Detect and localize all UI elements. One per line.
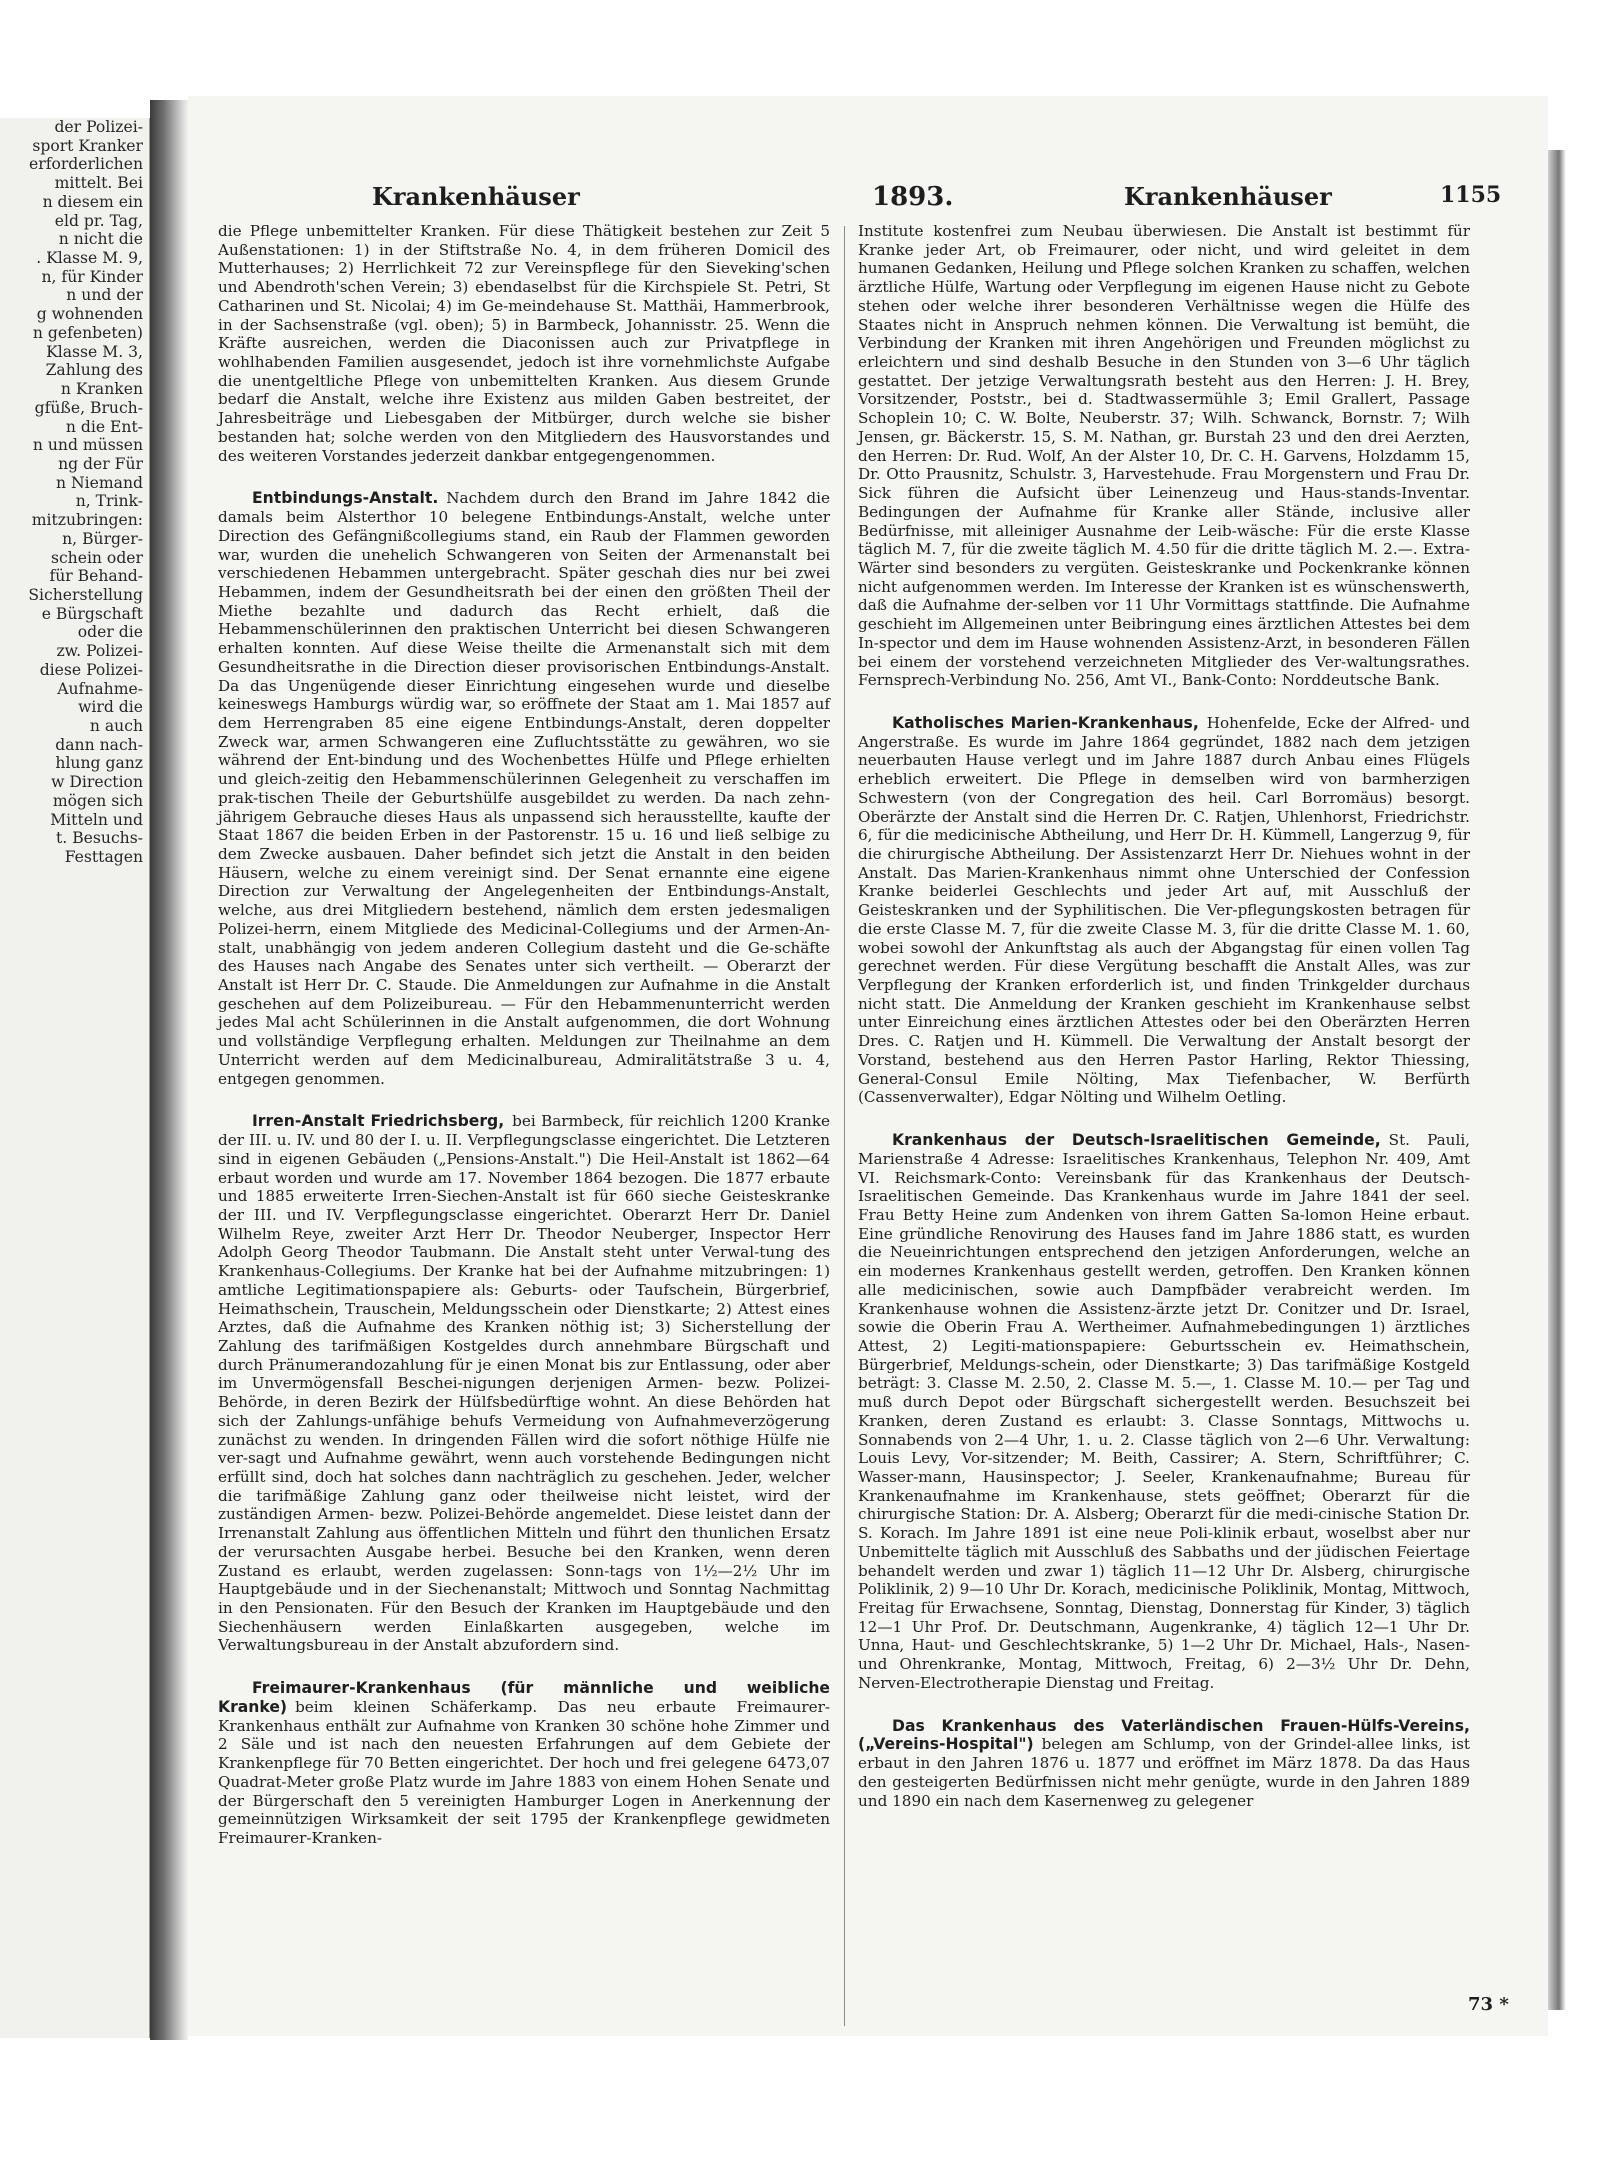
fragment-line: Sicherstellung <box>28 585 143 604</box>
fragment-line: n diesem ein <box>42 192 143 211</box>
fragment-line: erforderlichen <box>29 155 143 174</box>
fragment-line: n Niemand <box>56 473 143 492</box>
previous-page-fragment <box>0 118 150 2038</box>
fragment-line: n, Trink- <box>75 492 143 511</box>
fragment-line: schein oder <box>50 548 143 567</box>
header-right-title: Krankenhäuser <box>1124 182 1332 211</box>
book-page <box>188 96 1548 2036</box>
fragment-line: mitzubringen: <box>31 511 143 530</box>
header-year: 1893. <box>872 182 954 212</box>
entry-irren-anstalt <box>218 1112 830 1655</box>
entry-israelitisches-krankenhaus <box>858 1131 1470 1693</box>
fragment-line: ng der Für <box>58 454 143 473</box>
fragment-line: der Polizei- <box>54 118 143 136</box>
entry-freimaurer-krankenhaus <box>218 1679 830 1847</box>
fragment-line: n, für Kinder <box>41 267 143 286</box>
fragment-line: n und der <box>66 286 143 305</box>
fragment-line: hlung ganz <box>55 754 143 773</box>
fragment-line: n gefenbeten) <box>32 323 143 342</box>
fragment-line: diese Polizei- <box>39 660 143 679</box>
entry-vereins-hospital <box>858 1717 1470 1811</box>
fragment-line: zw. Polizei- <box>56 642 143 661</box>
column-rule <box>844 226 845 2026</box>
page-number: 1155 <box>1440 182 1502 208</box>
fragment-line: wird die <box>78 698 143 717</box>
entry-text: St. Pauli, Marienstraße 4 Adresse: Israelitisches Krankenhaus, Telephon Nr. 409, Amt VI. Reichsmark-Conto: Vereinsbank für das Krankenhaus der Deutsch-Israelitischen Gemeinde. Das Krankenhaus wurde im Jahre 1841 der seel. Frau Betty Heine zum Andenken von ihrem Gatten Sa-lomon Heine erbaut. Eine gründliche Renovirung des Hauses fand im Jahre 1886 statt, es wurden die Neueinrichtungen entsprechend den jetzigen Anforderungen, welche an ein modernes Krankenhaus gestellt werden, getroffen. Den Kranken können alle medicinischen, sowie auch Dampfbäder verabreicht werden. Im Krankenhause wohnen die Assistenz-ärzte jetzt Dr. Conitzer und Dr. Israel, sowie die Oberin Frau A. Wertheimer. Aufnahmebedingungen 1) ärztliches Attest, 2) Legiti-mationspapiere: Geburtsschein ev. Heimathschein, Bürgerbrief, Meldungs-schein, oder Dienstkarte; 3) Das tarifmäßige Kostgeld beträgt: 3. Classe M. 2.50, 2. Classe M. 5.—, 1. Classe M. 10.— per Tag und muß durch Depot oder Bürgschaft sichergestellt werden. Besuchszeit bei Kranken, deren Zustand es erlaubt: 3. Classe Sonntags, Mittwochs u. Sonnabends von 2—4 Uhr, 1. u. 2. Classe täglich von 2—6 Uhr. Verwaltung: Louis Levy, Vor-sitzender; M. Beith, Cassirer; A. Stern, Schriftführer; C. Wasser-mann, Hausinspector; J. Seeler, Krankenaufnahme; Bureau für Krankenaufnahme im Krankenhause, stets geöffnet; Oberarzt für die chirurgische Station: Dr. A. Alsberg; Oberarzt für die medi-cinische Station Dr. S. Korach. Im Jahre 1891 ist eine neue Poli-klinik erbaut, woselbst aber nur Unbemittelte täglich mit Ausschluß des Sabbaths und der jüdischen Feiertage behandelt werden und zwar 1) täglich 11—12 Uhr Dr. Alsberg, chirurgische Poliklinik, 2) 9—10 Uhr Dr. Korach, medicinische Poliklinik, Montag, Mittwoch, Freitag für Erwachsene, Sonntag, Dienstag, Donnerstag für Kinder, 3) täglich 12—1 Uhr Prof. Dr. Deutschmann, Augenkranke, 4) täglich 12—1 Uhr Dr. Unna, Haut- und Geschlechtskranke, 5) 1—2 Uhr Dr. Michael, Hals-, Nasen- und Ohrenkranke, Montag, Mittwoch, Freitag, 6) 2—3½ Uhr Dr. Dehn, Nerven-Electrotherapie Dienstag und Freitag. <box>858 1131 1471 1692</box>
fragment-line: n nicht die <box>58 230 143 249</box>
fragment-line: eld pr. Tag, <box>54 211 143 230</box>
fragment-line: Mitteln und <box>50 810 143 829</box>
fragment-line: n, Bürger- <box>62 529 143 548</box>
fragment-line: w Direction <box>51 773 143 792</box>
fragment-line: oder die <box>77 623 143 642</box>
fragment-line: t. Besuchs- <box>56 829 143 848</box>
fragment-line: Klasse M. 3, <box>46 342 143 361</box>
fragment-line: n auch <box>89 717 143 735</box>
fragment-line: n die Ent- <box>65 417 143 436</box>
entry-text: bei Barmbeck, für reichlich 1200 Kranke der III. u. IV. und 80 der I. u. II. Verpflegungsclasse eingerichtet. Die Letzteren sind in eigenen Gebäuden („Pensions-Anstalt.") Die Heil-Anstalt ist 1862—64 erbaut worden und wurde am 17. November 1864 bezogen. Die 1877 erbaute und 1885 erweiterte Irren-Siechen-Anstalt ist für 660 sieche Geisteskranke der III. und IV. Verpflegungsclasse eingerichtet. Oberarzt Herr Dr. Daniel Wilhelm Reye, zweiter Arzt Herr Dr. Theodor Neuberger, Inspector Herr Adolph Georg Theodor Taubmann. Die Anstalt steht unter Verwal-tung des Krankenhaus-Collegiums. Der Kranke hat bei der Aufnahme mitzubringen: 1) amtliche Legitimationspapiere als: Geburts- oder Taufschein, Bürgerbrief, Heimathschein, Trauschein, Meldungsschein oder Dienstkarte; 2) Attest eines Arztes, daß die Aufnahme des Kranken nöthig ist; 3) Sicherstellung der Zahlung des tarifmäßigen Kostgeldes durch annehmbare Bürgschaft und durch Pränumerandozahlung für je einen Monat bis zur Entlassung, oder aber im Unvermögensfall Beschei-nigungen derjenigen Armen- bezw. Polizei-Behörde, in deren Bezirk der Hülfsbedürftige wohnt. An diese Behörden hat sich der Zahlungs-unfähige behufs Vermeidung von Aufnahmeverzögerung zunächst zu wenden. In dringenden Fällen wird die sofort nöthige Hülfe nie ver-sagt und Aufnahme gewährt, wenn auch vorstehende Bedingungen nicht erfüllt sind, doch hat solches dann nachträglich zu geschehen. Jeder, welcher die tarifmäßige Zahlung ganz oder theilweise nicht leistet, wird der zuständigen Armen- bezw. Polizei-Behörde angemeldet. Diese leistet dann der Irrenanstalt Zahlung aus öffentlichen Mitteln und führt den thunlichen Ersatz der verursachten Ausgabe herbei. Besuche bei den Kranken, wenn deren Zustand es erlaubt, werden zugelassen: Sonn-tags von 1½—2½ Uhr im Hauptgebäude und in der Siechenanstalt; Mittwoch und Sonntag Nachmittag in den Pensionaten. Für den Besuch der Kranken im Hauptgebäude und den Siechenhäusern werden Einlaßkarten ausgegeben, welche im Verwaltungsbureau in der Anstalt abzufordern sind. <box>218 1112 831 1655</box>
entry-title: Das Krankenhaus des Vaterländischen Frauen-Hülfs-Vereins, („Vereins-Hospital") <box>858 1716 1470 1754</box>
fragment-line: mittelt. Bei <box>54 174 143 193</box>
fragment-line: . Klasse M. 9, <box>36 249 143 268</box>
entry-title: Irren-Anstalt Friedrichsberg, <box>252 1112 505 1131</box>
entry-entbindungs-anstalt <box>218 489 830 1088</box>
continuation-paragraph: Institute kostenfrei zum Neubau überwiesen. Die Anstalt ist bestimmt für Kranke jeder Art, ob Freimaurer, oder nicht, und wird geleitet in dem humanen Gedanken, Heilung und Pflege solchen Kranken zu schaffen, welchen ärztliche Hülfe, Wartung oder Verpflegung im eigenen Hause nicht zu Gebote stehen oder welche ihrer besonderen Verhältnisse wegen die Hülfe des Staates nicht in Anspruch nehmen können. Die Verwaltung ist bemüht, die Verbindung der Kranken mit ihren Angehörigen und Freunden möglichst zu erleichtern und sind deshalb Besuche in den Stunden von 3—6 Uhr täglich gestattet. Der jetzige Verwaltungsrath besteht aus den Herren: J. H. Brey, Vorsitzender, Poststr., bei d. Stadtwassermühle 3; Emil Grallert, Passage Schoplein 10; C. W. Bolte, Neuberstr. 37; Wilh. Schwanck, Bornstr. 7; Wilh Jensen, gr. Bäckerstr. 15, S. M. Nathan, gr. Burstah 23 und den drei Aerzten, den Herren: Dr. Rud. Wolf, An der Alster 10, Dr. C. H. Garvens, Holzdamm 15, Dr. Otto Prausnitz, Schulstr. 3, Harvestehude. Frau Morgenstern und Frau Dr. Sick führen die Aufsicht über Leinenzeug und Haus-stands-Inventar. Bedingungen der Aufnahme für Kranke aller Stände, inclusive aller Bedürfnisse, mit alleiniger Ausnahme der Leib-wäsche: Für die erste Klasse täglich M. 7, für die zweite täglich M. 4.50 für die dritte täglich M. 2.—. Extra-Wärter sind besonders zu vergüten. Geisteskranke und Pockenkranke können nicht aufgenommen werden. Im Interesse der Kranken ist es wünschenswerth, daß die Aufnahme der-selben vor 11 Uhr Vormittags stattfinde. Die Aufnahme geschieht im Allgemeinen unter Beibringung eines ärztlichen Attestes bei dem In-spector und dem im Hause wohnenden Assistenz-Arzt, in besonderen Fällen bei einem der vorstehend verzeichneten Mitglieder des Ver-waltungsrathes. Fernsprech-Verbindung No. 256, Amt VI., Bank-Conto: Norddeutsche Bank. <box>858 222 1470 690</box>
header-left-title: Krankenhäuser <box>372 182 580 211</box>
fragment-line: e Bürgschaft <box>41 604 143 623</box>
entry-text: belegen am Schlump, von der Grindel-allee links, ist erbaut in den Jahren 1876 u. 1877 und eröffnet im März 1878. Da das Haus den gesteigerten Bedürfnissen nicht mehr genügte, wurde in den Jahren 1889 und 1890 ein nach dem Kasernenweg zu gelegener <box>858 1735 1470 1810</box>
page-edge <box>1548 150 1566 2010</box>
intro-paragraph: die Pflege unbemittelter Kranken. Für diese Thätigkeit bestehen zur Zeit 5 Außenstationen: 1) in der Stiftstraße No. 4, in dem früheren Domicil des Mutterhauses; 2) Herrlichkeit 72 zur Vereinspflege für den Sieveking'schen und Abendroth'schen Verein; 3) ebendaselbst für die Kirchspiele St. Petri, St Catharinen und St. Nicolai; 4) im Ge-meindehause St. Matthäi, Hammerbrook, in der Sachsenstraße (vgl. oben); 5) in Barmbeck, Johannisstr. 25. Wenn die Kräfte ausreichen, werden die Diaconissen auch zur Privatpflege in wohlhabenden Familien ausgesendet, jedoch ist ihre vornehmlichste Aufgabe die unentgeltliche Pflege von unbemittelten Kranken. Aus diesem Grunde bedarf die Anstalt, welche ihre Existenz aus milden Gaben bestreitet, der Jahresbeiträge und Liebesgaben der Mitbürger, durch welche sie bisher bestanden hat; solche werden von den Mitgliedern des Hausvorstandes und des weiteren Vorstandes jederzeit dankbar entgegengenommen. <box>218 222 830 465</box>
entry-text: Hohenfelde, Ecke der Alfred- und Angerstraße. Es wurde im Jahre 1864 gegründet, 1882 nach dem jetzigen neuerbauten Hause verlegt und im Jahre 1887 durch Anbau eines Flügels erheblich erweitert. Die Pflege in demselben wird von barmherzigen Schwestern (von der Congregation des heil. Carl Borromäus) besorgt. Oberärzte der Anstalt sind die Herren Dr. C. Ratjen, Uhlenhorst, Friedrichstr. 6, für die medicinische Abtheilung, und Herr Dr. H. Kümmell, Langerzug 9, für die chirurgische Abtheilung. Der Assistenzarzt Herr Dr. Niehues wohnt in der Anstalt. Das Marien-Krankenhaus nimmt ohne Unterschied der Confession Kranke beiderlei Geschlechts und jeder Art auf, mit Ausschluß der Geisteskranken und der Syphilitischen. Die Ver-pflegungskosten betragen für die erste Classe M. 7, für die zweite Classe M. 3, für die dritte Classe M. 1. 60, wobei sowohl der Ankunftstag als auch der Abgangstag für einen vollen Tag gerechnet werden. Für diese Vergütung beschafft die Anstalt Alles, was zur Verpflegung der Kranken erforderlich ist, und finden Trinkgelder durchaus nicht statt. Die Anmeldung der Kranken geschieht im Krankenhause selbst unter Einreichung eines ärztlichen Attestes oder bei den Oberärzten Herren Dres. C. Ratjen und H. Kümmell. Die Verwaltung der Anstalt besorgt der Vorstand, bestehend aus den Herren Pastor Harling, Rektor Thiessing, General-Consul Emile Nölting, Max Tiefenbacher, W. Berfürth (Cassenverwalter), Edgar Nölting und Wilhelm Oetling. <box>858 713 1470 1107</box>
signature-mark: 73 * <box>1468 1994 1509 2015</box>
right-column <box>858 222 1470 1810</box>
entry-marien-krankenhaus <box>858 714 1470 1107</box>
entry-text: beim kleinen Schäferkamp. Das neu erbaute Freimaurer-Krankenhaus enthält zur Aufnahme von Kranken 30 schöne hohe Zimmer und 2 Säle und ist nach den neuesten Erfahrungen auf dem Gebiete der Krankenpflege für 70 Betten eingerichtet. Der hoch und frei gelegene 6473,07 Quadrat-Meter große Platz wurde im Jahre 1883 von einem Hohen Senate und der Bürgerschaft den 5 vereinigten Hamburger Logen in Anerkennung der gemeinnützigen Wirksamkeit der seit 1795 der Krankenpflege gewidmeten Freimaurer-Kranken- <box>218 1697 830 1847</box>
fragment-line: n Kranken <box>60 380 143 399</box>
running-header <box>224 182 1524 214</box>
fragment-line: für Behand- <box>49 567 143 586</box>
entry-text: Nachdem durch den Brand im Jahre 1842 die damals beim Alsterthor 10 belegene Entbindungs-Anstalt, welche unter Direction des Gefängnißcollegiums stand, ein Raub der Flammen geworden war, wurden die unehelich Schwangeren von Seiten der Armenanstalt bei verschiedenen Hebammen untergebracht. Später geschah dies nur bei zwei Hebammen, indem der Gesundheitsrath bei der einen den größten Theil der Miethe bezahlte und dadurch das Recht erhielt, daß die Hebammenschülerinnen den praktischen Unterricht bei diesen Schwangeren erhalten konnten. Auf diese Weise theilte die Armenanstalt sich mit dem Gesundheitsrathe in die Direction dieser provisorischen Entbindungs-Anstalt. Da das Ungenügende dieser Einrichtung eingesehen wurde und dieselbe keineswegs Hamburgs würdig war, so eröffnete der Staat am 1. Mai 1857 auf dem Herrengraben 85 eine eigene Entbindungs-Anstalt, deren doppelter Zweck war, armen Schwangeren eine Zufluchtsstätte zu gewähren, wo sie während der Ent-bindung und des Wochenbettes Hülfe und Pflege erhielten und gleich-zeitig den Hebammenschülerinnen Gelegenheit zu verschaffen im prak-tischen Theile der Geburtshülfe ausgebildet zu werden. Da nach zehn-jährigem Gebrauche dieses Haus als unpassend sich herausstellte, kaufte der Staat 1867 die beiden Erben in der Pastorenstr. 15 u. 16 und ließ selbige zu dem Zwecke ausbauen. Daher befindet sich jetzt die Anstalt in den beiden Häusern, welche zu einem vereinigt sind. Der Senat ernannte eine eigene Direction zur Verwaltung der Angelegenheiten der Entbindungs-Anstalt, welche, aus drei Mitgliedern bestehend, nämlich dem ersten jedesmaligen Polizei-herrn, einem Mitgliede des Medicinal-Collegiums und der Armen-An-stalt, unabhängig von jedem anderen Collegium dasteht und die Ge-schäfte des Hauses nach Angabe des Senates unter sich vertheilt. — Oberarzt der Anstalt ist Herr Dr. C. Staude. Die Anmeldungen zur Aufnahme in die Anstalt geschehen auf dem Polizeibureau. — Für den Hebammenunterricht werden jedes Mal acht Schülerinnen in die Anstalt aufgenommen, die dort Wohnung und vollständige Verpflegung erhalten. Meldungen zur Theilnahme an dem Unterricht werden auf dem Medicinalbureau, Admiralitätstraße 3 u. 4, entgegen genommen. <box>218 489 830 1088</box>
left-column <box>218 222 830 1848</box>
entry-title: Krankenhaus der Deutsch-Israelitischen Gemeinde, <box>892 1131 1381 1150</box>
fragment-line: Aufnahme- <box>57 679 143 698</box>
entry-title: Freimaurer-Krankenhaus (für männliche und weibliche Kranke) <box>218 1679 830 1716</box>
fragment-line: gfüße, Bruch- <box>34 398 143 417</box>
fragment-line: dann nach- <box>55 735 143 754</box>
fragment-line: n und müssen <box>32 436 143 455</box>
book-gutter <box>150 100 188 2040</box>
entry-title: Entbindungs-Anstalt. <box>252 489 439 508</box>
fragment-line: Festtagen <box>64 848 143 867</box>
fragment-line: mögen sich <box>52 791 143 810</box>
fragment-line: g wohnenden <box>36 305 143 324</box>
entry-title: Katholisches Marien-Krankenhaus, <box>892 713 1199 732</box>
fragment-line: Zahlung des <box>45 361 143 380</box>
fragment-line: sport Kranker <box>32 136 143 155</box>
